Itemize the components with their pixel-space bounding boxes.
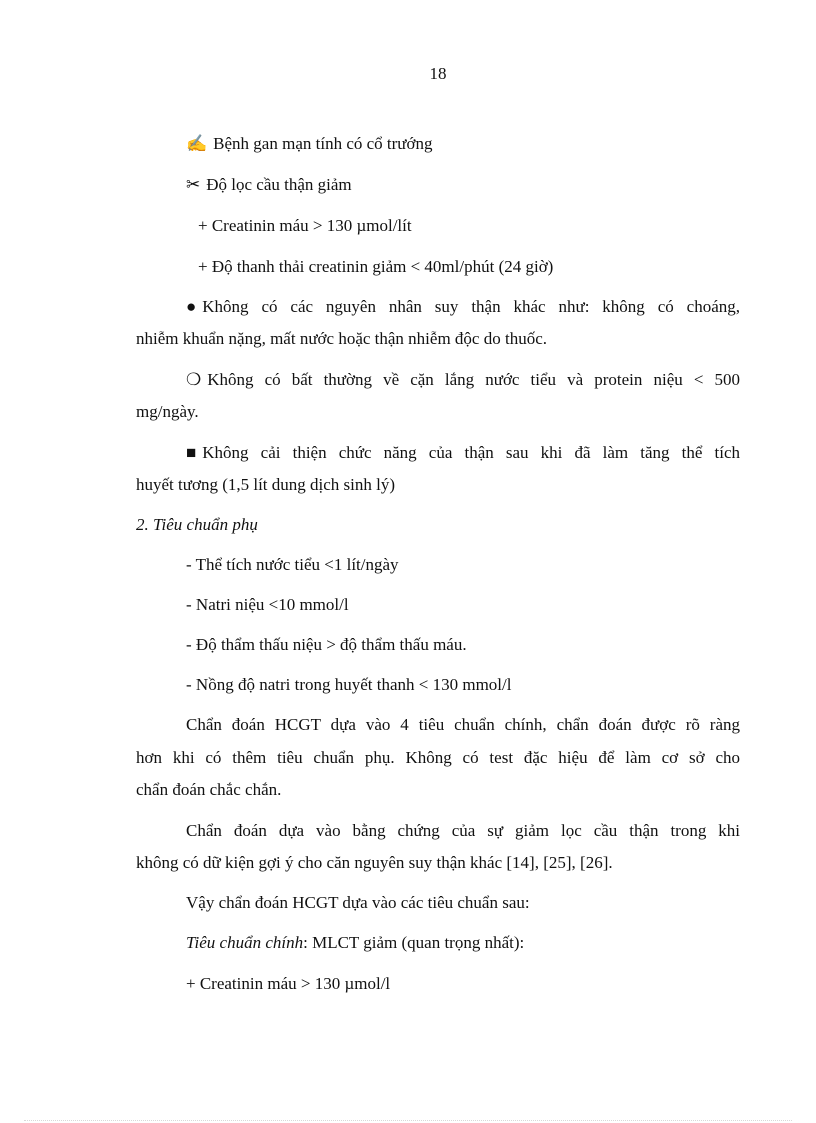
paragraph-line: hơn khi có thêm tiêu chuẩn phụ. Không có test đặc hiệu để làm cơ sở cho [136,748,740,767]
creatinine-threshold: + Creatinin máu > 130 µmol/l [186,974,391,993]
criterion-no-sediment [186,369,740,391]
paragraph-line: chẩn đoán chắc chắn. [136,780,282,799]
criterion-no-improvement-cont: huyết tương (1,5 lít dung dịch sinh lý) [136,475,396,494]
filled-square-icon: ■ [186,443,197,462]
minor-criterion: - Độ thẩm thấu niệu > độ thẩm thấu máu. [186,635,467,654]
minor-criterion: - Nồng độ natri trong huyết thanh < 130 mmol/l [186,675,512,694]
criterion-no-other-causes-cont: nhiễm khuẩn nặng, mất nước hoặc thận nhiễm độc do thuốc. [136,329,547,348]
clearance-item: + Độ thanh thải creatinin giảm < 40ml/phút (24 giờ) [198,257,554,276]
writing-hand-icon: ✍ [186,134,208,153]
main-criterion-text: : MLCT giảm (quan trọng nhất): [303,933,525,952]
hollow-circle-icon: ❍ [186,370,202,389]
criterion-text: Độ lọc cầu thận giảm [206,175,352,194]
paragraph-line: Chẩn đoán dựa vào bằng chứng của sự giảm lọc cầu thận trong khi [186,821,740,840]
minor-criterion: - Natri niệu <10 mmol/l [186,595,349,614]
criterion-text: Không có bất thường về cặn lắng nước tiểu và protein niệu < 500 [207,370,740,389]
criterion-text: Không có các nguyên nhân suy thận khác như: không có choáng, [202,297,740,316]
criterion-no-other-causes [186,296,740,318]
scissors-icon: ✂ [186,175,201,194]
section-heading: 2. Tiêu chuẩn phụ [136,515,258,534]
filled-circle-icon: ● [186,297,197,316]
criterion-liver-disease [186,133,790,155]
main-criterion-label: Tiêu chuẩn chính [186,933,304,952]
paragraph-line: không có dữ kiện gợi ý cho căn nguyên suy thận khác [14], [25], [26]. [136,853,613,872]
creatinine-item: + Creatinin máu > 130 µmol/lít [198,216,412,235]
main-criterion-line [186,932,790,954]
paragraph-line: Chẩn đoán HCGT dựa vào 4 tiêu chuẩn chính, chẩn đoán được rõ ràng [186,715,740,734]
criterion-text: Bệnh gan mạn tính có cổ trướng [213,134,433,153]
paragraph-line: Vậy chẩn đoán HCGT dựa vào các tiêu chuẩn sau: [186,893,530,912]
criterion-no-sediment-cont: mg/ngày. [136,402,199,421]
criterion-text: Không cải thiện chức năng của thận sau khi đã làm tăng thể tích [202,443,740,462]
minor-criterion: - Thể tích nước tiểu <1 lít/ngày [186,555,399,574]
criterion-gfr-decrease [186,174,790,196]
page-number: 18 [429,64,447,83]
footer-rule [24,1120,792,1121]
criterion-no-improvement [186,442,740,464]
